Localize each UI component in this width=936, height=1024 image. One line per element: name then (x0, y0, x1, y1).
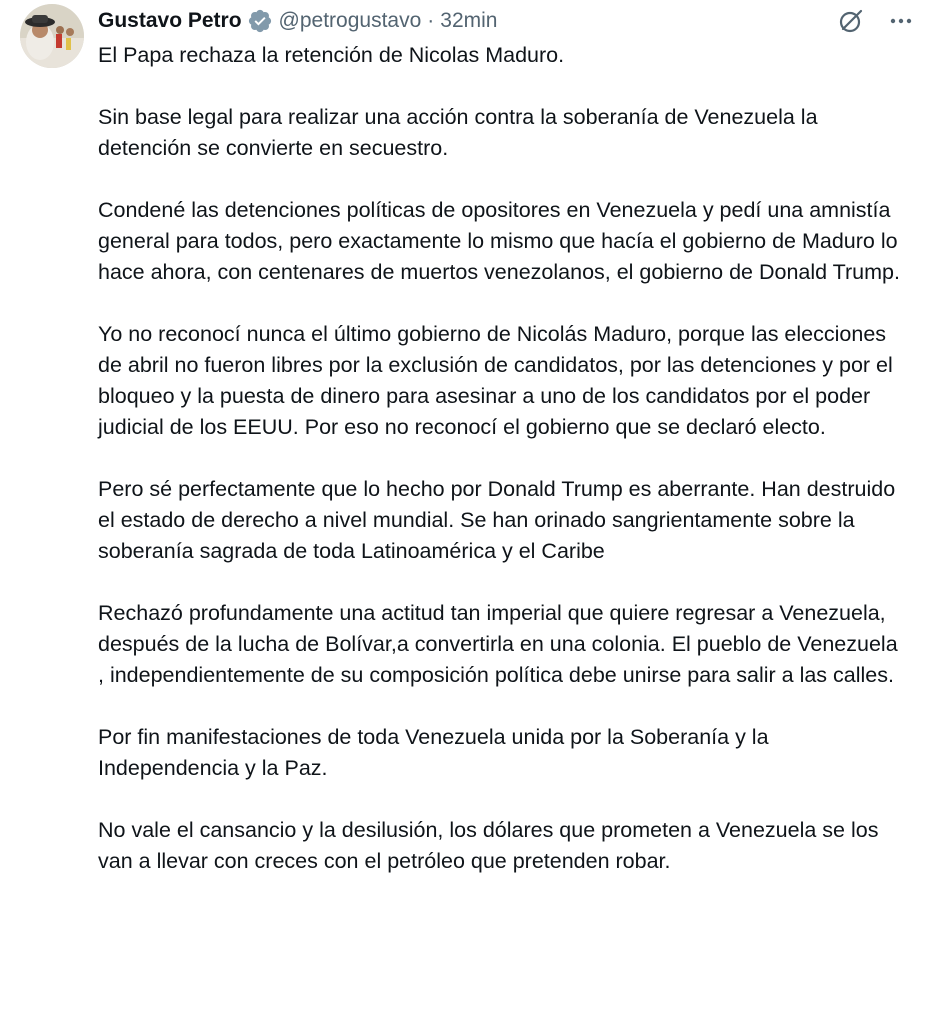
tweet-paragraph: El Papa rechaza la retención de Nicolas Maduro. (98, 43, 565, 67)
timestamp[interactable]: 32min (440, 9, 498, 32)
tweet-paragraph: Pero sé perfectamente que lo hecho por Donald Trump es aberrante. Han destruido el estado de derecho a nivel mundial. Se han orinado sangrientamente sobre la soberanía sagrada de toda Latinoamérica y el Caribe (98, 477, 896, 563)
tweet-paragraph: Por fin manifestaciones de toda Venezuela unida por la Soberanía y la Independencia y la Paz. (98, 725, 769, 780)
tweet-paragraph: No vale el cansancio y la desilusión, los dólares que prometen a Venezuela se los van a llevar con creces con el petróleo que pretenden robar. (98, 818, 879, 873)
verified-badge-icon (247, 8, 273, 34)
tweet-paragraph: Yo no reconocí nunca el último gobierno de Nicolás Maduro, porque las elecciones de abril no fueron libres por la exclusión de candidatos, por las detenciones y por el bloqueo y la puesta de dinero para asesinar a uno de los candidatos por el poder judicial de los EEUU. Por eso no reconocí el gobierno que se declaró electo. (98, 322, 893, 439)
tweet-header (98, 4, 497, 38)
more-options-icon[interactable] (886, 6, 916, 36)
profile-photo (20, 4, 84, 68)
separator-dot: · (427, 9, 435, 32)
tweet-paragraph: Sin base legal para realizar una acción contra la soberanía de Venezuela la detención se convierte en secuestro. (98, 105, 818, 160)
tweet-paragraph: Rechazó profundamente una actitud tan imperial que quiere regresar a Venezuela, después de la lucha de Bolívar,a convertirla en una colonia. El pueblo de Venezuela , independientemente de su composición política debe unirse para salir a las calles. (98, 601, 898, 687)
display-name[interactable]: Gustavo Petro (98, 9, 242, 32)
grok-icon[interactable] (836, 6, 866, 36)
tweet-text (98, 40, 906, 877)
tweet-paragraph: Condené las detenciones políticas de opositores en Venezuela y pedí una amnistía general para todos, pero exactamente lo mismo que hacía el gobierno de Maduro lo hace ahora, con centenares de muertos venezolanos, el gobierno de Donald Trump. (98, 198, 900, 284)
avatar[interactable] (20, 4, 84, 68)
user-handle[interactable]: @petrogustavo (278, 9, 422, 32)
header-actions (836, 6, 916, 36)
